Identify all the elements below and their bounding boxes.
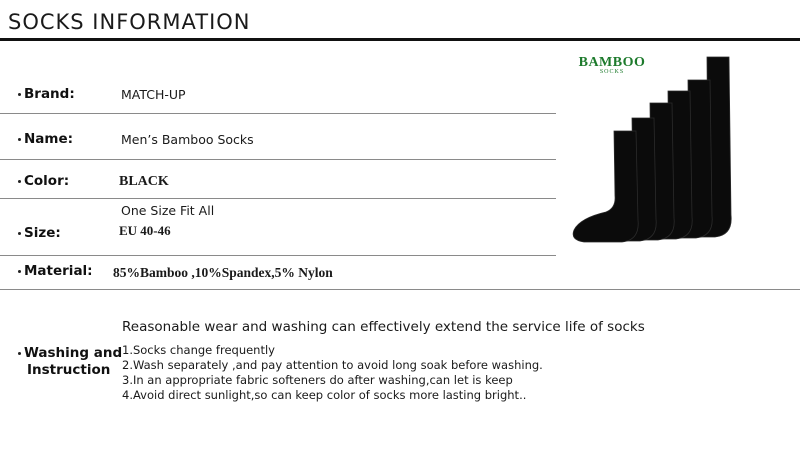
size-label-text: Size: bbox=[24, 225, 61, 241]
row-divider bbox=[0, 159, 556, 160]
bullet-icon bbox=[18, 270, 21, 273]
row-divider bbox=[0, 113, 556, 114]
title-divider bbox=[0, 38, 800, 41]
brand-label bbox=[18, 86, 75, 102]
bullet-icon bbox=[18, 232, 21, 235]
sock-shape bbox=[573, 131, 638, 242]
washing-label bbox=[18, 345, 122, 379]
name-label-text: Name: bbox=[24, 131, 74, 147]
bullet-icon bbox=[18, 180, 21, 183]
logo-line1: BAMBOO bbox=[578, 55, 646, 70]
material-value: 85%Bamboo ,10%Spandex,5% Nylon bbox=[113, 265, 333, 280]
list-item: 1.Socks change frequently bbox=[122, 343, 275, 357]
bullet-icon bbox=[18, 352, 21, 355]
bullet-icon bbox=[18, 138, 21, 141]
logo-line2: SOCKS bbox=[599, 69, 625, 75]
row-divider bbox=[0, 255, 556, 256]
name-label bbox=[18, 131, 73, 147]
washing-list bbox=[122, 343, 543, 403]
list-item: 2.Wash separately ,and pay attention to avoid long soak before washing. bbox=[122, 358, 543, 372]
color-value: BLACK bbox=[119, 174, 169, 189]
brand-label-text: Brand: bbox=[24, 86, 75, 102]
color-label-text: Color: bbox=[24, 173, 70, 189]
brand-value: MATCH-UP bbox=[121, 87, 186, 102]
washing-label-line2: Instruction bbox=[27, 362, 111, 378]
material-label-text: Material: bbox=[24, 263, 93, 279]
size-value-line2: EU 40-46 bbox=[119, 223, 171, 238]
section-divider bbox=[0, 289, 800, 290]
washing-label-line1: Washing and bbox=[24, 345, 123, 361]
page-title: SOCKS INFORMATION bbox=[8, 10, 251, 34]
material-label bbox=[18, 263, 93, 279]
washing-heading: Reasonable wear and washing can effectively extend the service life of socks bbox=[122, 319, 645, 335]
list-item: 4.Avoid direct sunlight,so can keep color of socks more lasting bright.. bbox=[122, 388, 527, 402]
socks-image bbox=[570, 55, 800, 270]
color-label bbox=[18, 173, 69, 189]
row-divider bbox=[0, 198, 556, 199]
list-item: 3.In an appropriate fabric softeners do after washing,can let is keep bbox=[122, 373, 513, 387]
size-label bbox=[18, 225, 61, 241]
size-value-line1: One Size Fit All bbox=[121, 203, 215, 218]
name-value: Men’s Bamboo Socks bbox=[121, 132, 254, 147]
bullet-icon bbox=[18, 93, 21, 96]
